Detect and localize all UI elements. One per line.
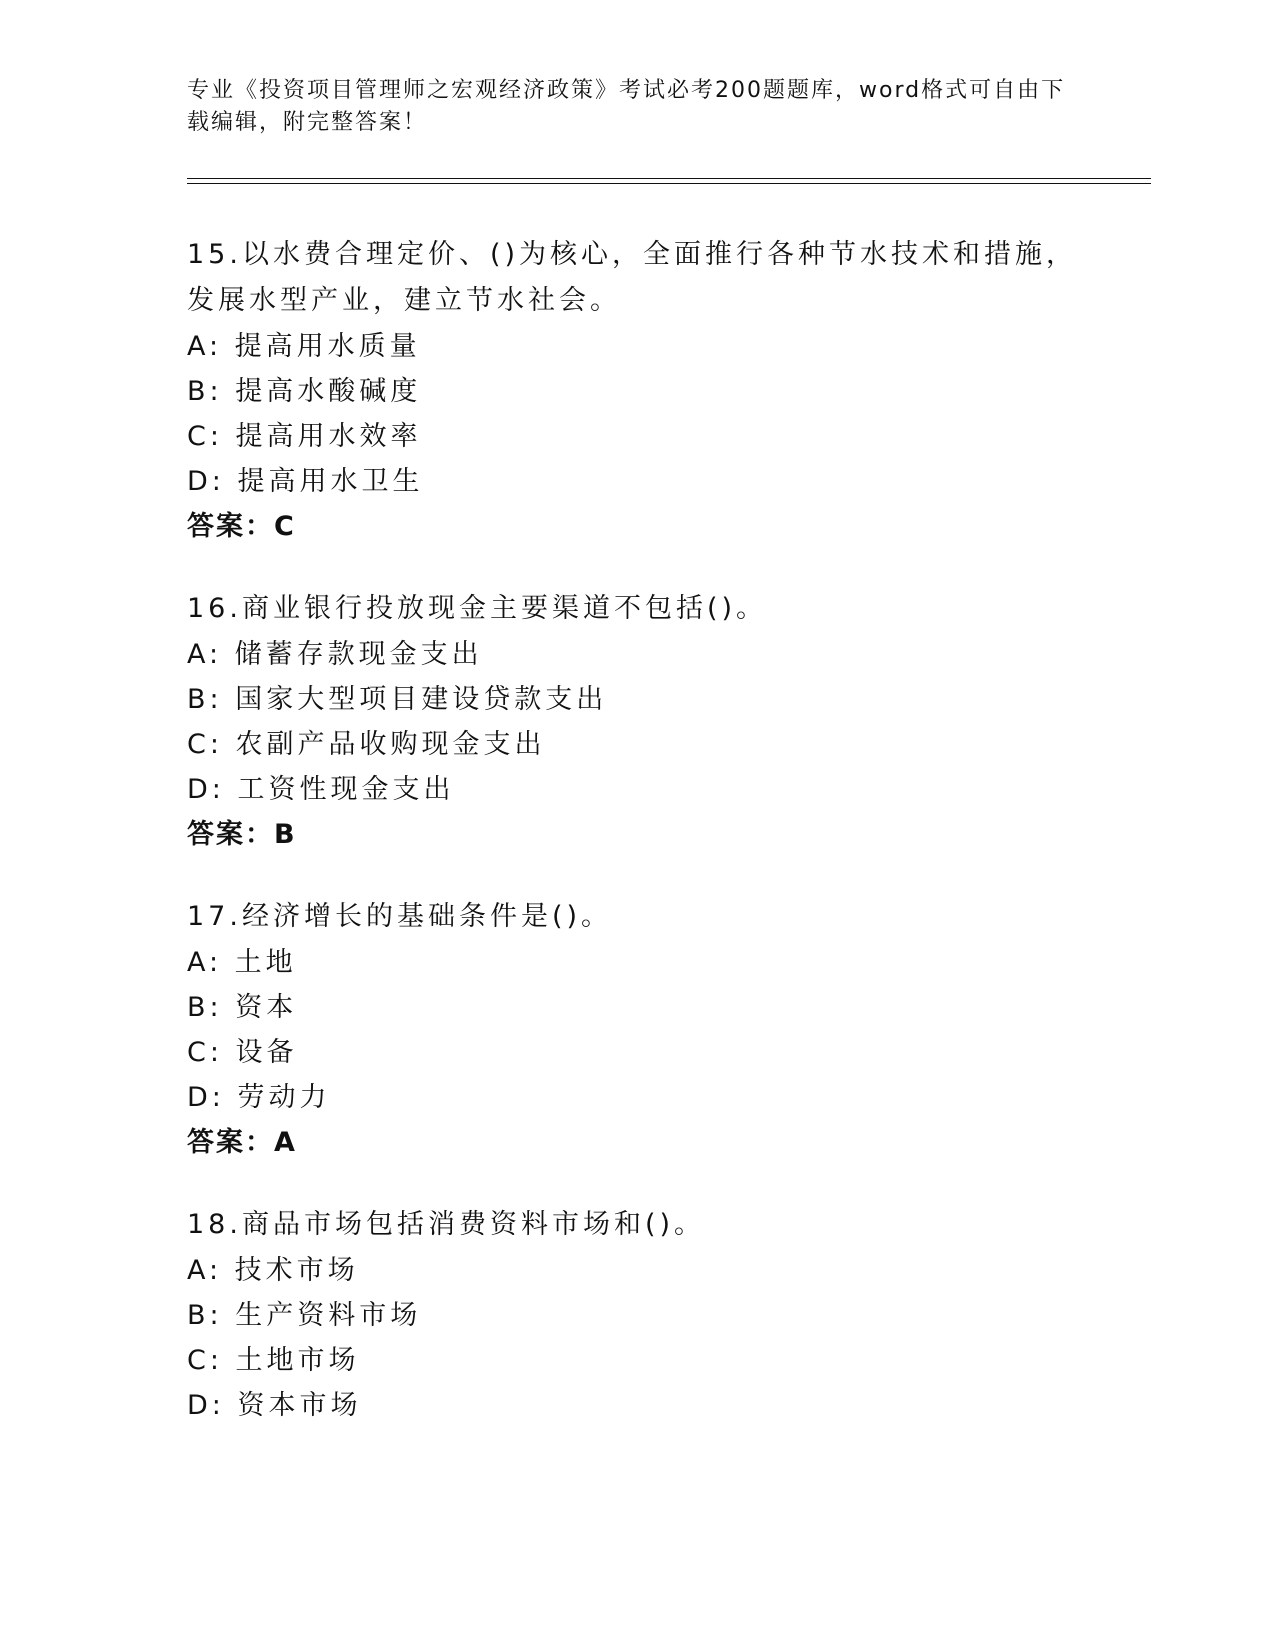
answer-line: 答案：C <box>187 511 296 542</box>
option-c: C: 土地市场 <box>187 1345 360 1376</box>
option-d: D: 劳动力 <box>187 1082 331 1113</box>
question-list <box>187 232 1087 1464</box>
question-stem: 16.商业银行投放现金主要渠道不包括()。 <box>187 593 768 624</box>
option-d: D: 提高用水卫生 <box>187 466 424 497</box>
option-b: B: 资本 <box>187 992 298 1023</box>
option-b: B: 生产资料市场 <box>187 1300 422 1331</box>
option-d: D: 工资性现金支出 <box>187 774 455 805</box>
question-16 <box>187 586 1087 858</box>
option-a: A: 提高用水质量 <box>187 331 421 362</box>
answer-line: 答案：B <box>187 819 297 850</box>
question-stem: 15.以水费合理定价、()为核心，全面推行各种节水技术和措施，发展水型产业，建立节水社会。 <box>187 239 1078 316</box>
question-stem: 17.经济增长的基础条件是()。 <box>187 901 613 932</box>
answer-line: 答案：A <box>187 1127 297 1158</box>
option-d: D: 资本市场 <box>187 1390 362 1421</box>
option-c: C: 农副产品收购现金支出 <box>187 729 546 760</box>
question-stem: 18.商品市场包括消费资料市场和()。 <box>187 1209 706 1240</box>
question-18 <box>187 1202 1087 1428</box>
option-c: C: 设备 <box>187 1037 298 1068</box>
option-a: A: 技术市场 <box>187 1255 359 1286</box>
header-divider-bottom <box>187 183 1151 184</box>
document-header: 专业《投资项目管理师之宏观经济政策》考试必考200题题库，word格式可自由下载编辑，附完整答案！ <box>187 78 1066 135</box>
header-divider-top <box>187 178 1151 179</box>
question-17 <box>187 894 1087 1166</box>
option-b: B: 提高水酸碱度 <box>187 376 422 407</box>
question-15 <box>187 232 1087 550</box>
option-c: C: 提高用水效率 <box>187 421 422 452</box>
option-a: A: 土地 <box>187 947 297 978</box>
option-a: A: 储蓄存款现金支出 <box>187 639 483 670</box>
option-b: B: 国家大型项目建设贷款支出 <box>187 684 608 715</box>
